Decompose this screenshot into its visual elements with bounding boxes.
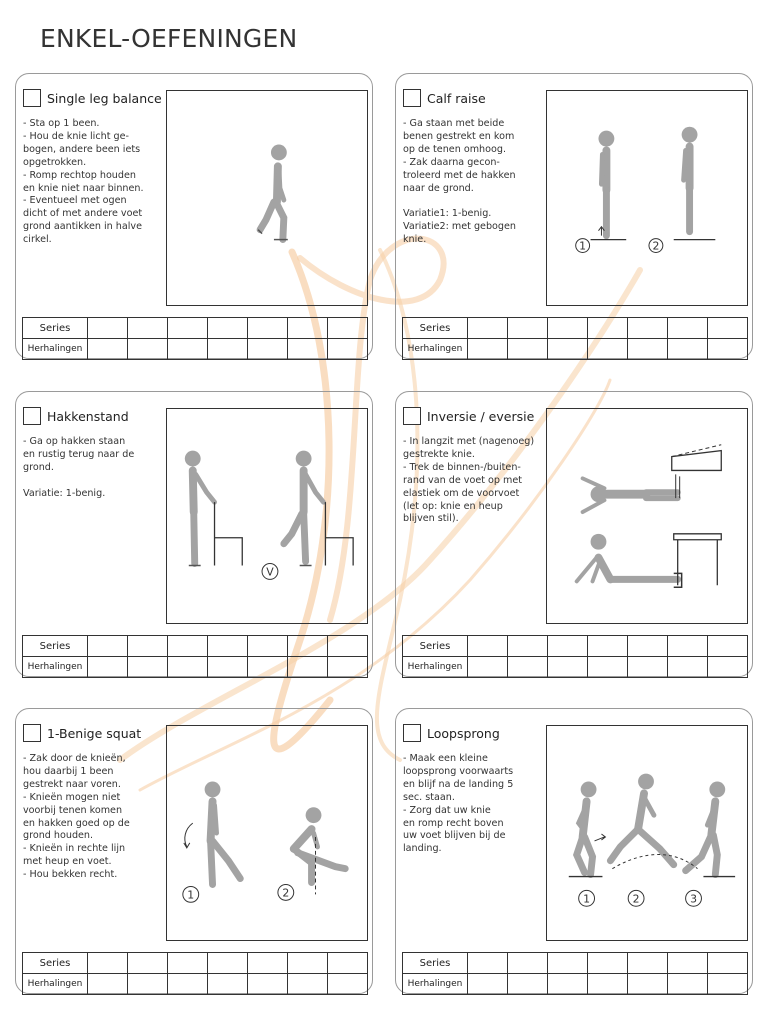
tracker-cell[interactable]	[708, 974, 748, 995]
tracker-cell[interactable]	[88, 339, 128, 360]
exercise-title: 1-Benige squat	[47, 725, 142, 741]
tracker-cell[interactable]	[208, 636, 248, 657]
tracker-cell[interactable]	[88, 953, 128, 974]
tracker-cell[interactable]	[468, 636, 508, 657]
reps-label: Herhalingen	[23, 339, 88, 360]
reps-label: Herhalingen	[403, 657, 468, 678]
tracker-cell[interactable]	[128, 318, 168, 339]
tracker-cell[interactable]	[708, 953, 748, 974]
exercise-title: Inversie / eversie	[427, 408, 535, 424]
tracker-cell[interactable]	[128, 339, 168, 360]
tracker-cell[interactable]	[288, 953, 328, 974]
exercise-title: Calf raise	[427, 90, 486, 106]
tracker-cell[interactable]	[328, 657, 368, 678]
tracker-cell[interactable]	[208, 657, 248, 678]
tracker-cell[interactable]	[288, 636, 328, 657]
tracker-cell[interactable]	[708, 339, 748, 360]
tracker-cell[interactable]	[288, 657, 328, 678]
tracker-cell[interactable]	[208, 974, 248, 995]
tracker-cell[interactable]	[128, 974, 168, 995]
tracker-cell[interactable]	[628, 657, 668, 678]
tracker-cell[interactable]	[708, 657, 748, 678]
exercise-illustration	[546, 90, 748, 306]
tracker-cell[interactable]	[668, 974, 708, 995]
tracker-cell[interactable]	[548, 974, 588, 995]
tracker-cell[interactable]	[168, 339, 208, 360]
tracker-cell[interactable]	[668, 953, 708, 974]
exercise-card-1-benige-squat	[15, 708, 373, 994]
tracker-cell[interactable]	[248, 657, 288, 678]
tracker-cell[interactable]	[588, 636, 628, 657]
tracker-cell[interactable]	[248, 339, 288, 360]
exercise-card-hakkenstand	[15, 391, 373, 677]
tracker-cell[interactable]	[548, 636, 588, 657]
step-number: 2	[632, 892, 640, 906]
tracker-cell[interactable]	[588, 657, 628, 678]
tracker-cell[interactable]	[668, 657, 708, 678]
exercise-illustration	[546, 408, 748, 624]
tracker-cell[interactable]	[248, 318, 288, 339]
tracker-cell[interactable]	[468, 339, 508, 360]
reps-label: Herhalingen	[23, 974, 88, 995]
tracker-cell[interactable]	[548, 339, 588, 360]
tracker-cell[interactable]	[468, 974, 508, 995]
tracker-cell[interactable]	[128, 636, 168, 657]
tracker-cell[interactable]	[168, 953, 208, 974]
exercise-description: - Sta op 1 been. - Hou de knie licht ge- bogen, andere been iets opgetrokken. - Romp rechtop houden en knie niet naar binnen. - Eventueel met ogen dicht of met andere voet grond aantikken in halve cirkel.	[23, 118, 144, 246]
exercise-illustration	[546, 725, 748, 941]
series-label: Series	[23, 636, 88, 657]
exercise-description: - Ga staan met beide benen gestrekt en kom op de tenen omhoog. - Zak daarna gecon- troleerd met de hakken naar de grond. Variatie1: 1-benig. Variatie2: met gebogen knie.	[403, 118, 516, 246]
tracker-cell[interactable]	[88, 657, 128, 678]
step-number: 2	[282, 886, 290, 900]
exercise-title: Single leg balance	[47, 90, 162, 106]
tracker-cell[interactable]	[328, 974, 368, 995]
tracker-cell[interactable]	[208, 318, 248, 339]
tracker-cell[interactable]	[468, 953, 508, 974]
tracker-cell[interactable]	[88, 974, 128, 995]
tracker-cell[interactable]	[508, 974, 548, 995]
tracker-cell[interactable]	[708, 318, 748, 339]
tracker-cell[interactable]	[328, 339, 368, 360]
tracker-cell[interactable]	[168, 636, 208, 657]
exercise-card-calf-raise	[395, 73, 753, 359]
exercise-card-loopsprong	[395, 708, 753, 994]
tracker-cell[interactable]	[328, 318, 368, 339]
tracker-cell[interactable]	[708, 636, 748, 657]
tracker-cell[interactable]	[328, 636, 368, 657]
tracker-cell[interactable]	[288, 974, 328, 995]
progress-tracker	[22, 635, 368, 678]
exercise-illustration	[166, 725, 368, 941]
exercise-illustration	[166, 90, 368, 306]
step-number: 2	[652, 239, 660, 253]
tracker-cell[interactable]	[168, 657, 208, 678]
series-label: Series	[23, 318, 88, 339]
tracker-cell[interactable]	[548, 657, 588, 678]
tracker-cell[interactable]	[508, 339, 548, 360]
done-checkbox[interactable]	[23, 724, 41, 742]
exercise-description: - Zak door de knieën, hou daarbij 1 been gestrekt naar voren. - Knieën mogen niet voorbij tenen komen en hakken goed op de grond houden. - Knieën in rechte lijn met heup en voet. - Hou bekken recht.	[23, 753, 130, 881]
exercise-description: - Maak een kleine loopsprong voorwaarts en blijf na de landing 5 sec. staan. - Zorg dat uw knie en romp recht boven uw voet blijven bij de landing.	[403, 753, 514, 855]
tracker-cell[interactable]	[508, 318, 548, 339]
done-checkbox[interactable]	[403, 724, 421, 742]
tracker-cell[interactable]	[88, 318, 128, 339]
series-label: Series	[403, 636, 468, 657]
progress-tracker	[22, 317, 368, 360]
done-checkbox[interactable]	[23, 407, 41, 425]
tracker-cell[interactable]	[248, 974, 288, 995]
tracker-cell[interactable]	[588, 953, 628, 974]
reps-label: Herhalingen	[403, 339, 468, 360]
tracker-cell[interactable]	[128, 953, 168, 974]
series-label: Series	[403, 318, 468, 339]
tracker-cell[interactable]	[508, 636, 548, 657]
exercise-description: - Ga op hakken staan en rustig terug naar de grond. Variatie: 1-benig.	[23, 436, 135, 499]
tracker-cell[interactable]	[628, 974, 668, 995]
step-number: 1	[187, 888, 195, 902]
tracker-cell[interactable]	[88, 636, 128, 657]
progress-tracker	[402, 952, 748, 995]
done-checkbox[interactable]	[23, 89, 41, 107]
tracker-cell[interactable]	[508, 953, 548, 974]
progress-tracker	[402, 317, 748, 360]
step-number: 1	[583, 892, 591, 906]
tracker-cell[interactable]	[128, 657, 168, 678]
exercise-title: Hakkenstand	[47, 408, 129, 424]
done-checkbox[interactable]	[403, 407, 421, 425]
tracker-cell[interactable]	[508, 657, 548, 678]
tracker-cell[interactable]	[468, 318, 508, 339]
done-checkbox[interactable]	[403, 89, 421, 107]
exercise-card-single-leg-balance	[15, 73, 373, 359]
progress-tracker	[402, 635, 748, 678]
exercise-card-inversie-eversie	[395, 391, 753, 677]
tracker-cell[interactable]	[288, 318, 328, 339]
tracker-cell[interactable]	[628, 636, 668, 657]
tracker-cell[interactable]	[328, 953, 368, 974]
series-label: Series	[23, 953, 88, 974]
reps-label: Herhalingen	[23, 657, 88, 678]
step-number: 3	[690, 892, 697, 906]
tracker-cell[interactable]	[208, 339, 248, 360]
tracker-cell[interactable]	[548, 953, 588, 974]
progress-tracker	[22, 952, 368, 995]
tracker-cell[interactable]	[628, 953, 668, 974]
series-label: Series	[403, 953, 468, 974]
exercise-illustration	[166, 408, 368, 624]
reps-label: Herhalingen	[403, 974, 468, 995]
exercise-description: - In langzit met (nagenoeg) gestrekte knie. - Trek de binnen-/buiten- rand van de voet op met elastiek om de voorvoet (let op: knie en heup blijven stil).	[403, 436, 535, 525]
tracker-cell[interactable]	[288, 339, 328, 360]
tracker-cell[interactable]	[248, 636, 288, 657]
tracker-cell[interactable]	[668, 318, 708, 339]
tracker-cell[interactable]	[168, 318, 208, 339]
tracker-cell[interactable]	[628, 318, 668, 339]
tracker-cell[interactable]	[548, 318, 588, 339]
tracker-cell[interactable]	[588, 974, 628, 995]
step-number: 1	[579, 239, 587, 253]
tracker-cell[interactable]	[668, 339, 708, 360]
tracker-cell[interactable]	[668, 636, 708, 657]
page-title: ENKEL-OEFENINGEN	[40, 24, 298, 53]
exercise-title: Loopsprong	[427, 725, 500, 741]
tracker-cell[interactable]	[588, 318, 628, 339]
variation-marker: V	[266, 565, 274, 579]
tracker-cell[interactable]	[168, 974, 208, 995]
tracker-cell[interactable]	[208, 953, 248, 974]
tracker-cell[interactable]	[628, 339, 668, 360]
tracker-cell[interactable]	[248, 953, 288, 974]
tracker-cell[interactable]	[588, 339, 628, 360]
tracker-cell[interactable]	[468, 657, 508, 678]
